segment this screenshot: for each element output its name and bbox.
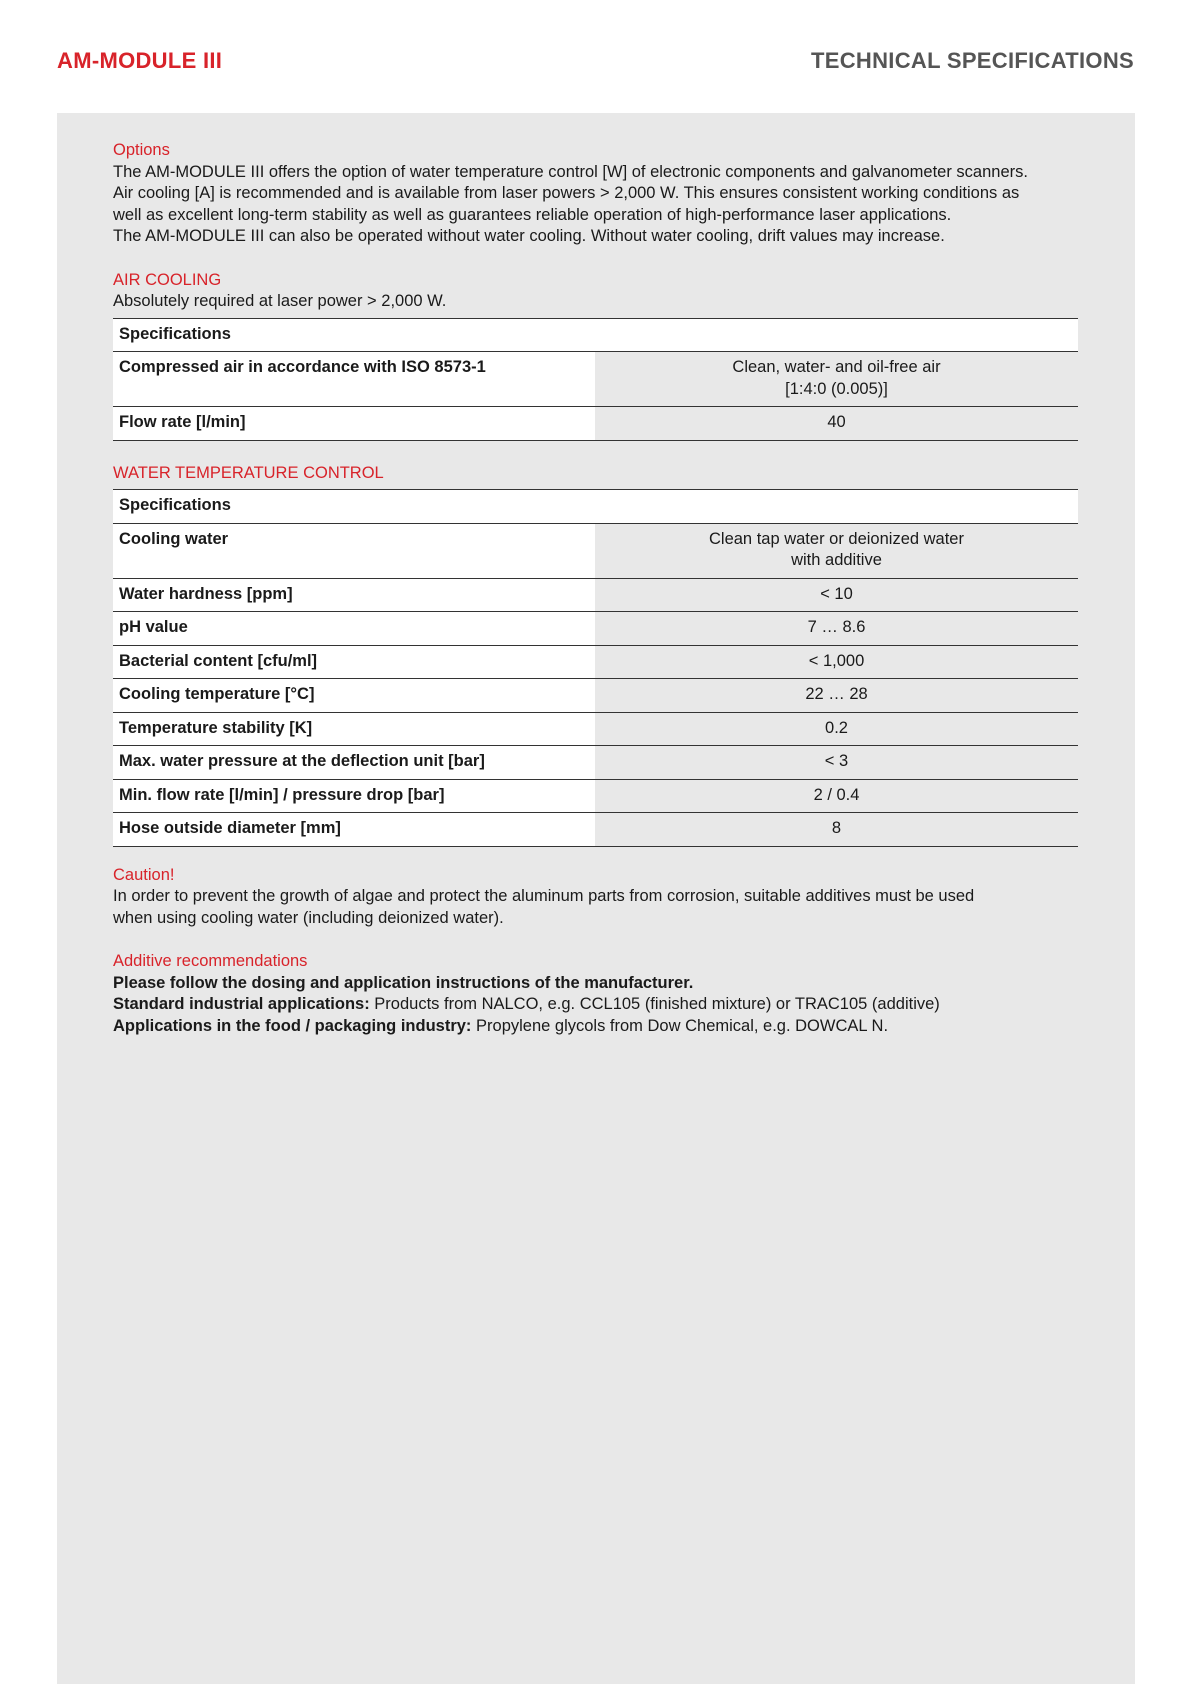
table-row xyxy=(113,352,1078,407)
spec-label: Temperature stability [K] xyxy=(113,712,595,746)
spec-value-line: Clean tap water or deionized water xyxy=(709,529,964,548)
spec-value: 22 … 28 xyxy=(595,679,1078,713)
additives-food xyxy=(113,1016,1078,1038)
spec-value: 0.2 xyxy=(595,712,1078,746)
additives-title: Additive recommendations xyxy=(113,952,308,970)
table-row xyxy=(113,407,1078,441)
water-control-title: WATER TEMPERATURE CONTROL xyxy=(113,463,384,482)
spec-value: 2 / 0.4 xyxy=(595,779,1078,813)
table-header-row xyxy=(113,490,1078,524)
spec-label: Max. water pressure at the deflection unit [bar] xyxy=(113,746,595,780)
caution-title: Caution! xyxy=(113,865,175,884)
options-title: Options xyxy=(113,141,170,159)
spec-label: pH value xyxy=(113,612,595,646)
options-line-2: Air cooling [A] is recommended and is available from laser powers > 2,000 W. This ensures consistent working conditions as xyxy=(113,184,1020,202)
spec-value: 40 xyxy=(595,407,1078,441)
spec-value: < 10 xyxy=(595,578,1078,612)
water-control-table xyxy=(113,489,1078,847)
air-cooling-title: AIR COOLING xyxy=(113,270,222,289)
options-line-1: The AM-MODULE III offers the option of water temperature control [W] of electronic components and galvanometer scanners. xyxy=(113,162,1028,181)
spec-value-line: Clean, water- and oil-free air xyxy=(732,358,941,376)
spec-label: Flow rate [l/min] xyxy=(113,407,595,441)
spec-label: Water hardness [ppm] xyxy=(113,578,595,612)
spec-label: Cooling temperature [°C] xyxy=(113,679,595,713)
spec-value xyxy=(595,352,1078,407)
spec-label: Compressed air in accordance with ISO 8573-1 xyxy=(113,352,595,407)
standard-label: Standard industrial applications: xyxy=(113,995,370,1013)
spec-label: Cooling water xyxy=(113,523,595,578)
content xyxy=(113,140,1078,1037)
table-row xyxy=(113,578,1078,612)
caution-line-1: In order to prevent the growth of algae and protect the aluminum parts from corrosion, suitable additives must be used xyxy=(113,887,975,905)
table-header-row xyxy=(113,318,1078,352)
food-label: Applications in the food / packaging industry: xyxy=(113,1016,472,1035)
caution-line-2: when using cooling water (including deionized water). xyxy=(113,908,504,927)
spec-value-line: [1:4:0 (0.005)] xyxy=(785,379,888,398)
spec-label: Hose outside diameter [mm] xyxy=(113,813,595,847)
spec-value: < 3 xyxy=(595,746,1078,780)
section-title: TECHNICAL SPECIFICATIONS xyxy=(811,48,1134,73)
table-header: Specifications xyxy=(113,318,1078,352)
additives-standard xyxy=(113,994,1078,1016)
table-row xyxy=(113,813,1078,847)
spec-value: 7 … 8.6 xyxy=(595,612,1078,646)
additives-instruction: Please follow the dosing and application instructions of the manufacturer. xyxy=(113,973,694,992)
spec-label: Min. flow rate [l/min] / pressure drop [bar] xyxy=(113,779,595,813)
spec-value: 8 xyxy=(595,813,1078,847)
spec-value-line: with additive xyxy=(791,551,882,569)
table-row xyxy=(113,679,1078,713)
table-row xyxy=(113,746,1078,780)
food-text: Propylene glycols from Dow Chemical, e.g. DOWCAL N. xyxy=(471,1016,889,1035)
spec-label: Bacterial content [cfu/ml] xyxy=(113,645,595,679)
air-cooling-note: Absolutely required at laser power > 2,000 W. xyxy=(113,292,447,310)
options-line-3: well as excellent long-term stability as well as guarantees reliable operation of high-performance laser applications. xyxy=(113,205,952,224)
spec-value xyxy=(595,523,1078,578)
options-line-4: The AM-MODULE III can also be operated without water cooling. Without water cooling, drift values may increase. xyxy=(113,227,945,245)
product-title: AM-MODULE III xyxy=(57,48,223,73)
table-row xyxy=(113,779,1078,813)
table-header: Specifications xyxy=(113,490,1078,524)
table-row xyxy=(113,612,1078,646)
table-row xyxy=(113,712,1078,746)
table-row xyxy=(113,645,1078,679)
air-cooling-table xyxy=(113,318,1078,441)
standard-text: Products from NALCO, e.g. CCL105 (finished mixture) or TRAC105 (additive) xyxy=(369,995,940,1013)
table-row xyxy=(113,523,1078,578)
spec-value: < 1,000 xyxy=(595,645,1078,679)
